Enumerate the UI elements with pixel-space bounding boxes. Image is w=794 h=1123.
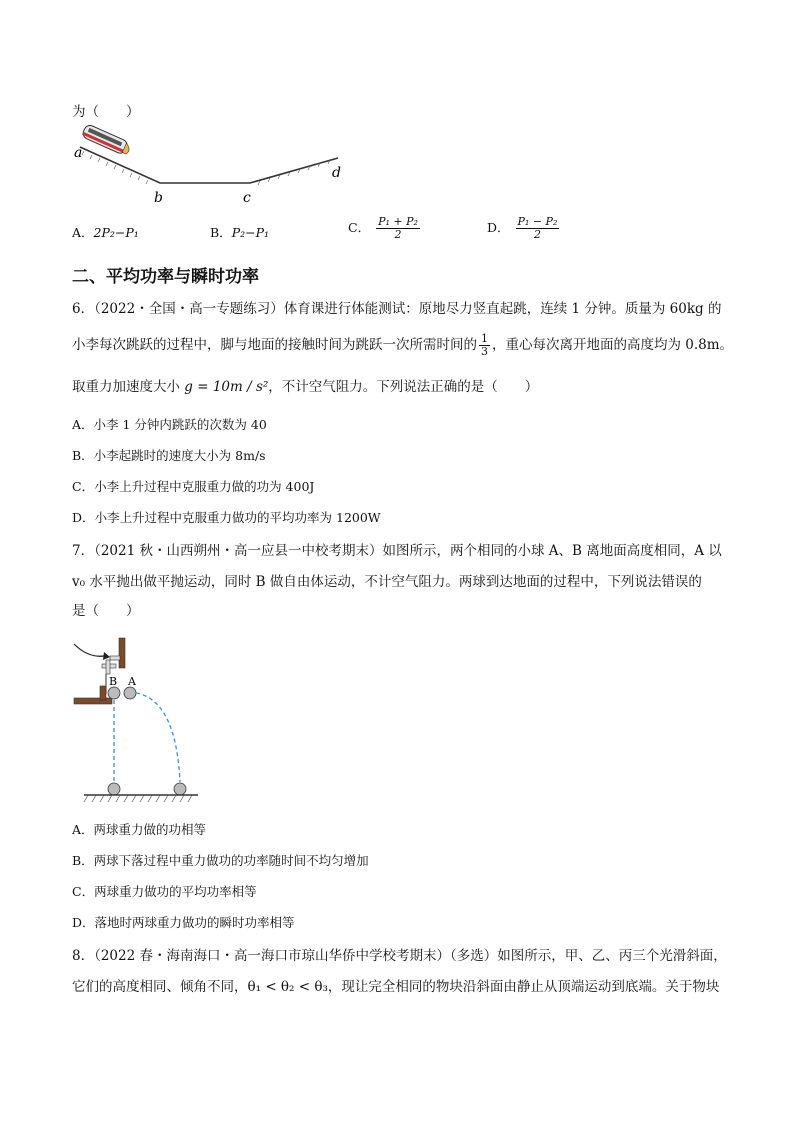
label-d: d	[332, 165, 341, 181]
q7-option-b: B．两球下落过程中重力做功的功率随时间不均匀增加	[72, 853, 369, 868]
q6-line3: 取重力加速度大小 g = 10m / s²，不计空气阻力。下列说法正确的是（ ）	[72, 379, 539, 395]
q7-option-c: C．两球重力做功的平均功率相等	[72, 884, 257, 899]
section-title: 二、平均功率与瞬时功率	[72, 267, 259, 287]
q7-line3: 是（ ）	[72, 603, 140, 619]
q7-line1: 7．（2021 秋・山西朔州・高一应县一中校考期末）如图所示，两个相同的小球 A、B 离地面高度相同，A 以	[72, 543, 722, 559]
q6-option-b: B．小李起跳时的速度大小为 8m/s	[72, 448, 266, 463]
curved-arrow-icon	[74, 644, 104, 656]
q6-option-a: A．小李 1 分钟内跳跃的次数为 40	[72, 417, 267, 432]
q6-line2: 小李每次跳跃的过程中，脚与地面的接触时间为跳跃一次所需时间的 $\frac{1}{3}$ ，重心每次离开地面的高度均为 0.8m。	[72, 332, 734, 358]
label-ball-a: A	[128, 675, 136, 688]
q5-option-d: D． $\frac{\text{P₁ − P₂}}{2}$	[487, 215, 558, 241]
q5-option-c: C． $\frac{\text{P₁ + P₂}}{2}$	[348, 215, 418, 241]
label-b: b	[154, 190, 163, 206]
q7-line2: v₀ 水平抛出做平抛运动，同时 B 做自由体运动，不计空气阻力。两球到达地面的过程中，下列说法错误的	[72, 574, 702, 590]
q7-option-a: A．两球重力做的功相等	[72, 822, 207, 837]
q5-track-figure	[70, 125, 360, 210]
label-a: a	[74, 145, 83, 161]
ball-b	[108, 687, 120, 699]
q7-option-d: D．落地时两球重力做功的瞬时功率相等	[72, 915, 295, 930]
q5-option-b: B．P₂−P₁	[210, 225, 270, 240]
q8-line2: 它们的高度相同、倾角不同，θ₁ < θ₂ < θ₃，现让完全相同的物块沿斜面由静止从顶端运动到底端。关于物块	[72, 979, 720, 995]
ball-a	[124, 687, 136, 699]
q5-option-a: A．2P₂−P₁	[72, 225, 139, 240]
q8-line1: 8．（2022 春・海南海口・高一海口市琼山华侨中学校考期末）（多选）如图所示，甲、乙、丙三个光滑斜面，	[72, 948, 727, 964]
label-c: c	[243, 190, 251, 206]
q6-line1: 6．（2022・全国・高一专题练习）体育课进行体能测试：原地尽力竖直起跳，连续 1 分钟。质量为 60kg 的	[72, 301, 722, 317]
q6-option-c: C．小李上升过程中克服重力做的功为 400J	[72, 479, 315, 494]
q7-falling-balls-figure	[70, 630, 210, 805]
q6-option-d: D．小李上升过程中克服重力做功的平均功率为 1200W	[72, 510, 381, 525]
label-ball-b: B	[109, 675, 118, 688]
q5-stem-tail: 为（ ）	[72, 104, 140, 120]
